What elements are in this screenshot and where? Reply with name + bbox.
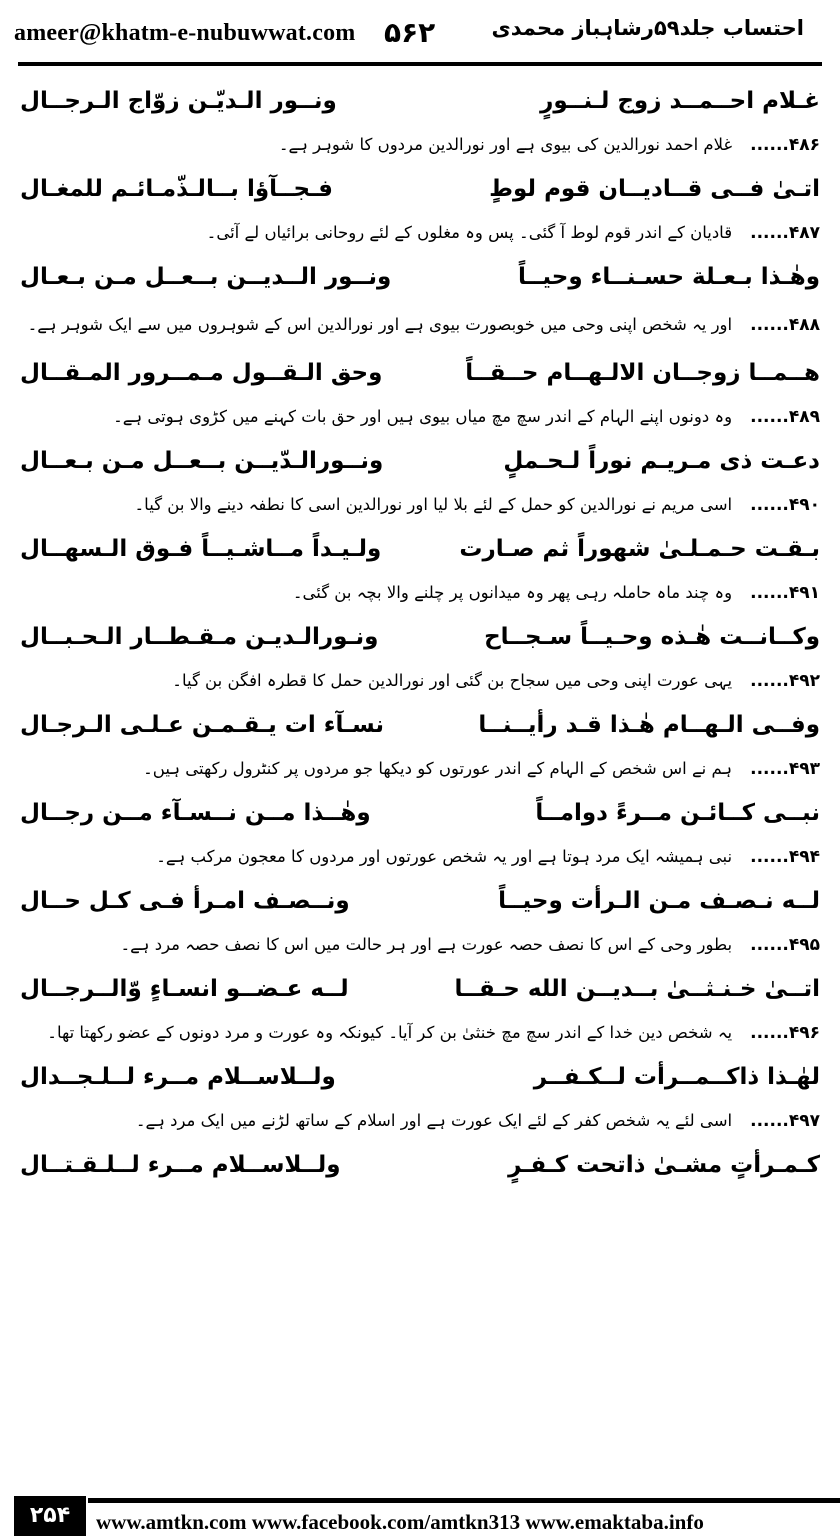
entry-number: ۴۹۷...... (750, 1111, 820, 1131)
header-page-number: ۵۶۲ (384, 16, 436, 49)
verse-first-hemistich: وكــانــت هٰـذه وحـيــاً سـجــاح (484, 624, 820, 650)
translation-line (20, 398, 820, 436)
verse-line (20, 700, 820, 750)
verse-second-hemistich: ولـيـداً مــاشـيــاً فـوق الـسهــال (20, 536, 382, 562)
translation-line (20, 1014, 820, 1052)
verse-second-hemistich: وهٰــذا مــن نــسـآء مــن رجــال (20, 800, 371, 826)
footer-rule (88, 1498, 840, 1503)
page-footer (0, 1496, 840, 1540)
entry-number: ۴۸۹...... (750, 407, 820, 427)
translation-text: نبی ہمیشہ ایک مرد ہوتا ہے اور یہ شخص عورتوں اور مردوں کا معجون مرکب ہے۔ (156, 847, 733, 866)
verse-line (20, 436, 820, 486)
verse-first-hemistich: لهٰـذا ذاكــمــرأت لــكـفــر (533, 1064, 820, 1090)
header-rule (18, 62, 822, 66)
entry-number: ۴۹۳...... (750, 759, 820, 779)
translation-text: اسی مریم نے نورالدین کو حمل کے لئے بلا لیا اور نورالدین اسی کا نطفہ دینے والا بن گیا۔ (134, 495, 733, 514)
translation-line (20, 214, 820, 252)
verse-line (20, 164, 820, 214)
verse-second-hemistich: ولــلاســلام مــرء لــلـجــدال (20, 1064, 336, 1090)
translation-line (20, 574, 820, 612)
verse-line (20, 1052, 820, 1102)
translation-line (20, 486, 820, 524)
translation-line (20, 1102, 820, 1140)
translation-text: قادیان کے اندر قوم لوط آ گئی۔ پس وہ مغلوں کے لئے روحانی برائیاں لے آئی۔ (206, 223, 733, 242)
translation-line (20, 662, 820, 700)
translation-text: اسی لئے یہ شخص کفر کے لئے ایک عورت ہے اور اسلام کے ساتھ لڑنے میں ایک مرد ہے۔ (135, 1111, 733, 1130)
entry-number: ۴۸۶...... (750, 135, 820, 155)
header-email: ameer@khatm-e-nubuwwat.com (14, 20, 356, 46)
verse-first-hemistich: كـمـرأتٍ مشـیٰ ذاتحت كـفـرٍ (508, 1152, 820, 1178)
verse-second-hemistich: نسـآء ات يـقـمـن عـلـى الـرجـال (20, 712, 385, 738)
verse-first-hemistich: دعـت ذی مـریـم نوراً لـحـملٍ (503, 448, 820, 474)
verse-first-hemistich: هــمــا زوجــان الالـهــام حــقــاً (465, 360, 820, 386)
entry-number: ۴۸۷...... (750, 223, 820, 243)
entry-number: ۴۹۶...... (750, 1023, 820, 1043)
entry-number: ۴۹۴...... (750, 847, 820, 867)
translation-line (20, 926, 820, 964)
translation-line (20, 302, 820, 348)
entry-number: ۴۹۵...... (750, 935, 820, 955)
translation-line (20, 838, 820, 876)
footer-page-number: ۲۵۴ (14, 1496, 86, 1536)
entry-number: ۴۹۲...... (750, 671, 820, 691)
translation-text: اور یہ شخص اپنی وحی میں خوبصورت بیوی ہے اور نورالدین اس کے شوہروں میں سے ایک شوہر ہے۔ (27, 315, 733, 334)
poem-content (20, 76, 820, 1190)
verse-second-hemistich: لــه عـضــو انسـاءٍ وّالــرجــال (20, 976, 349, 1002)
verse-line (20, 964, 820, 1014)
verse-second-hemistich: ونـورالـديـن مـقـطــار الـحـبــال (20, 624, 379, 650)
verse-second-hemistich: ونــور الـدیّـن زوّاج الـرجــال (20, 88, 337, 114)
translation-text: بطور وحی کے اس کا نصف حصہ عورت ہے اور ہر حالت میں اس کا نصف حصہ مرد ہے۔ (120, 935, 733, 954)
translation-line (20, 750, 820, 788)
translation-text: یہ شخص دین خدا کے اندر سچ مچ خنثیٰ بن کر آیا۔ کیونکہ وہ عورت و مرد دونوں کے عضو رکھتا تھا۔ (47, 1023, 733, 1042)
translation-text: یہی عورت اپنی وحی میں سجاح بن گئی اور نورالدین حمل کا قطرہ افگن بن گیا۔ (172, 671, 733, 690)
verse-first-hemistich: اتــیٰ خـنـثــیٰ بــديــن الله حـقــا (454, 976, 820, 1002)
verse-first-hemistich: اتـیٰ فــی قــادیــان قوم لوطٍ (489, 176, 820, 202)
verse-first-hemistich: بـقـت حـمـلـیٰ شهوراً ثم صـارت (459, 536, 820, 562)
translation-text: وہ دونوں اپنے الہام کے اندر سچ مچ میاں بیوی ہیں اور حق بات کہنے میں کڑوی ہوتی ہے۔ (113, 407, 733, 426)
entry-number: ۴۸۸...... (750, 315, 820, 335)
header-book-title: احتساب جلد۵۹رشاہباز محمدی (491, 16, 804, 40)
verse-line (20, 76, 820, 126)
verse-first-hemistich: نبــی كــائـن مــرءً دوامــاً (535, 800, 820, 826)
translation-text: ہم نے اس شخص کے الہام کے اندر عورتوں کو دیکھا جو مردوں پر کنٹرول رکھتی ہیں۔ (143, 759, 733, 778)
verse-line (20, 348, 820, 398)
translation-text: غلام احمد نورالدین کی بیوی ہے اور نورالدین مردوں کا شوہر ہے۔ (278, 135, 733, 154)
verse-line-last (20, 1140, 820, 1190)
verse-line (20, 612, 820, 662)
verse-first-hemistich: غـلام احــمــد زوج لـنــورٍ (540, 88, 820, 114)
translation-text: وہ چند ماہ حاملہ رہی پھر وہ میدانوں پر چلنے والا بچہ بن گئی۔ (292, 583, 733, 602)
page-header (0, 0, 840, 62)
verse-line (20, 876, 820, 926)
verse-second-hemistich: وحق الـقــول مـمــرور المـقــال (20, 360, 383, 386)
verse-first-hemistich: وفــی الـهــام هٰـذا قـد رأيــنــا (478, 712, 820, 738)
verse-first-hemistich: وهٰـذا بـعـلة حسـنــاء وحيــاً (518, 264, 820, 290)
verse-line (20, 524, 820, 574)
entry-number: ۴۹۰...... (750, 495, 820, 515)
footer-links: www.amtkn.com www.facebook.com/amtkn313 www.emaktaba.info (96, 1510, 704, 1534)
verse-second-hemistich: ونــصـف امـرأ فـی كـل حــال (20, 888, 350, 914)
verse-second-hemistich: ونــورالـدّیــن بــعــل مـن بـعــال (20, 448, 384, 474)
verse-second-hemistich: فـجــآؤا بــالـذّمـائـم للمغـال (20, 176, 333, 202)
verse-line (20, 788, 820, 838)
entry-number: ۴۹۱...... (750, 583, 820, 603)
verse-line (20, 252, 820, 302)
translation-line (20, 126, 820, 164)
verse-second-hemistich: ونــور الــديــن بــعــل مـن بـعـال (20, 264, 392, 290)
verse-first-hemistich: لــه نـصـف مـن الـرأت وحيــاً (498, 888, 820, 914)
verse-second-hemistich: ولــلاســلام مــرء لــلـقـتــال (20, 1152, 341, 1178)
